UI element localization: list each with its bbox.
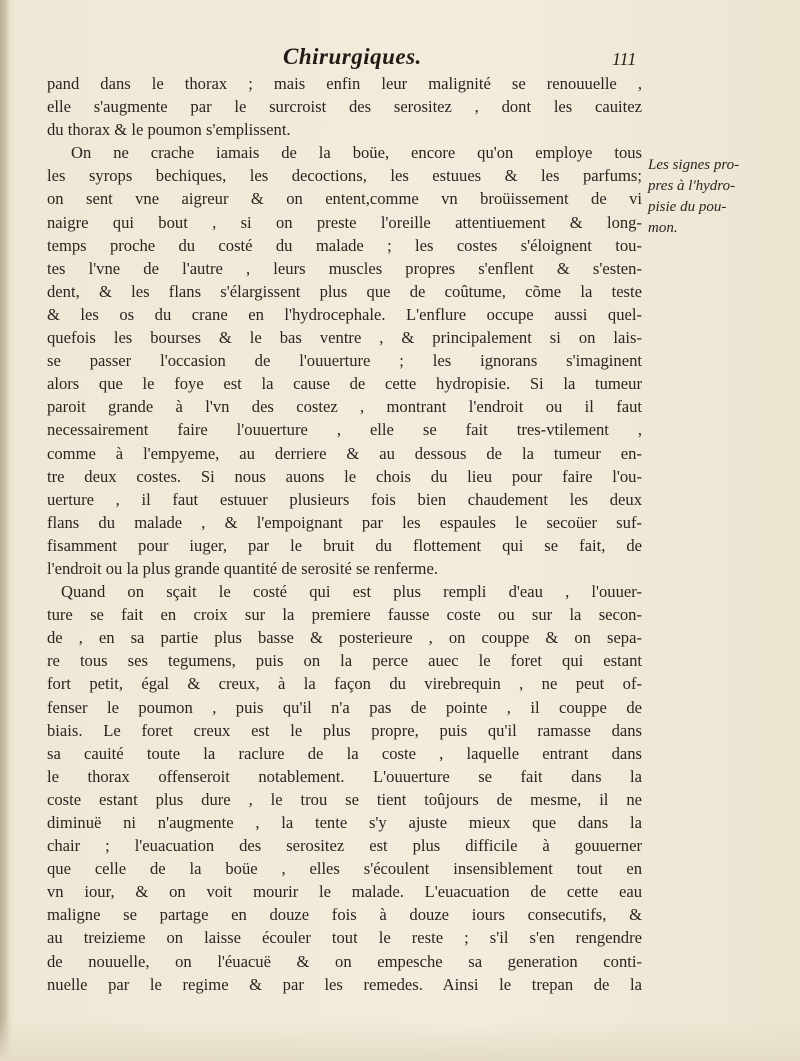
text-line: necessairement faire l'ouuerture , elle se fait tres-vtilement ,: [47, 420, 642, 440]
text-line: fort petit, égal & creux, à la façon du virebrequin , ne peut of-: [47, 674, 642, 694]
body-text: [47, 72, 642, 996]
text-line: tes l'vne de l'autre , leurs muscles propres s'enflent & s'esten-: [47, 258, 642, 278]
text-line: au treizieme on laisse écouler tout le reste ; s'il s'en rengendre: [47, 928, 642, 948]
text-line: biais. Le foret creux est le plus propre, puis qu'il ramasse dans: [47, 720, 642, 740]
text-line: le thorax offenseroit notablement. L'ouuerture se fait dans la: [47, 766, 642, 786]
text-line: dent, & les flans s'élargissent plus que de coûtume, cõme la teste: [47, 281, 642, 301]
margin-note-line: mon.: [648, 220, 678, 236]
text-line: re tous ses tegumens, puis on la perce auec le foret qui estant: [47, 651, 642, 671]
text-line: sa cauité toute la raclure de la coste , laquelle entrant dans: [47, 743, 642, 763]
margin-note: [648, 155, 768, 239]
text-line: uerture , il faut estuuer plusieurs fois bien chaudement les deux: [47, 489, 642, 509]
text-line: les syrops bechiques, les decoctions, les estuues & les parfums;: [47, 166, 642, 186]
text-line: fisamment pour iuger, par le bruit du flottement qui se fait, de: [47, 535, 642, 555]
page-gutter-shadow: [0, 0, 10, 1061]
text-line: quefois les bourses & le bas ventre , & principalement si on lais-: [47, 328, 642, 348]
text-line: coste estant plus dure , le trou se tient toûjours de mesme, il ne: [47, 789, 642, 809]
text-line: On ne crache iamais de la boüe, encore qu'on employe tous: [71, 143, 642, 163]
text-line: maligne se partage en douze fois à douze iours consecutifs, &: [47, 905, 642, 925]
text-line: de , en sa partie plus basse & posterieure , on couppe & on sepa-: [47, 628, 642, 648]
text-line: pand dans le thorax ; mais enfin leur malignité se renouuelle ,: [47, 74, 642, 93]
text-line: diminuë ni n'augmente , la tente s'y ajuste mieux que dans la: [47, 813, 642, 832]
text-line: chair ; l'euacuation des serositez est plus difficile à gouuerner: [47, 836, 642, 856]
text-line: que celle de la boüe , elles s'écoulent insensiblement tout en: [47, 859, 642, 879]
page-number: 111: [612, 49, 637, 69]
text-line: ture se fait en croix sur la premiere fausse coste ou sur la secon-: [47, 605, 642, 625]
running-title: Chirurgiques.: [283, 44, 422, 69]
text-line: paroit grande à l'vn des costez , montrant l'endroit ou il faut: [47, 397, 642, 417]
text-line: se passer l'occasion de l'ouuerture ; les ignorans s'imaginent: [47, 351, 642, 371]
page-bottom-shade: [0, 1019, 800, 1061]
text-line: flans du malade , & l'empoignant par les espaules le secoüer suf-: [47, 512, 642, 532]
text-line: tre deux costes. Si nous auons le chois du lieu pour faire l'ou-: [47, 466, 642, 486]
text-line: de nouuelle, on l'éuacuë & on empesche sa generation conti-: [47, 951, 642, 971]
text-line: & les os du crane en l'hydrocephale. L'enflure occupe aussi quel-: [47, 304, 642, 324]
margin-note-line: pres à l'hydro-: [648, 178, 736, 194]
text-line: du thorax & le poumon s'emplissent.: [47, 120, 291, 140]
text-line: vn iour, & on voit mourir le malade. L'euacuation de cette eau: [47, 882, 642, 902]
text-line: on sent vne aigreur & on entent,comme vn broüissement de vi: [47, 189, 642, 209]
text-line: l'endroit ou la plus grande quantité de serosité se renferme.: [47, 558, 438, 578]
text-line: Quand on sçait le costé qui est plus rempli d'eau , l'ouuer-: [61, 582, 642, 602]
text-line: nuelle par le regime & par les remedes. Ainsi le trepan de la: [47, 974, 642, 994]
text-line: naigre qui bout , si on preste l'oreille attentiuement & long-: [47, 212, 642, 232]
text-line: elle s'augmente par le surcroist des serositez , dont les cauitez: [47, 97, 642, 117]
text-line: temps proche du costé du malade ; les costes s'éloignent tou-: [47, 235, 642, 255]
margin-note-line: Les signes pro-: [648, 157, 740, 173]
margin-note-line: pisie du pou-: [648, 199, 727, 215]
text-line: alors que le foye est la cause de cette hydropisie. Si la tumeur: [47, 374, 642, 394]
text-line: fenser le poumon , puis qu'il n'a pas de pointe , il couppe de: [47, 697, 642, 717]
text-line: comme à l'empyeme, au derriere & au dessous de la tumeur en-: [47, 443, 642, 463]
